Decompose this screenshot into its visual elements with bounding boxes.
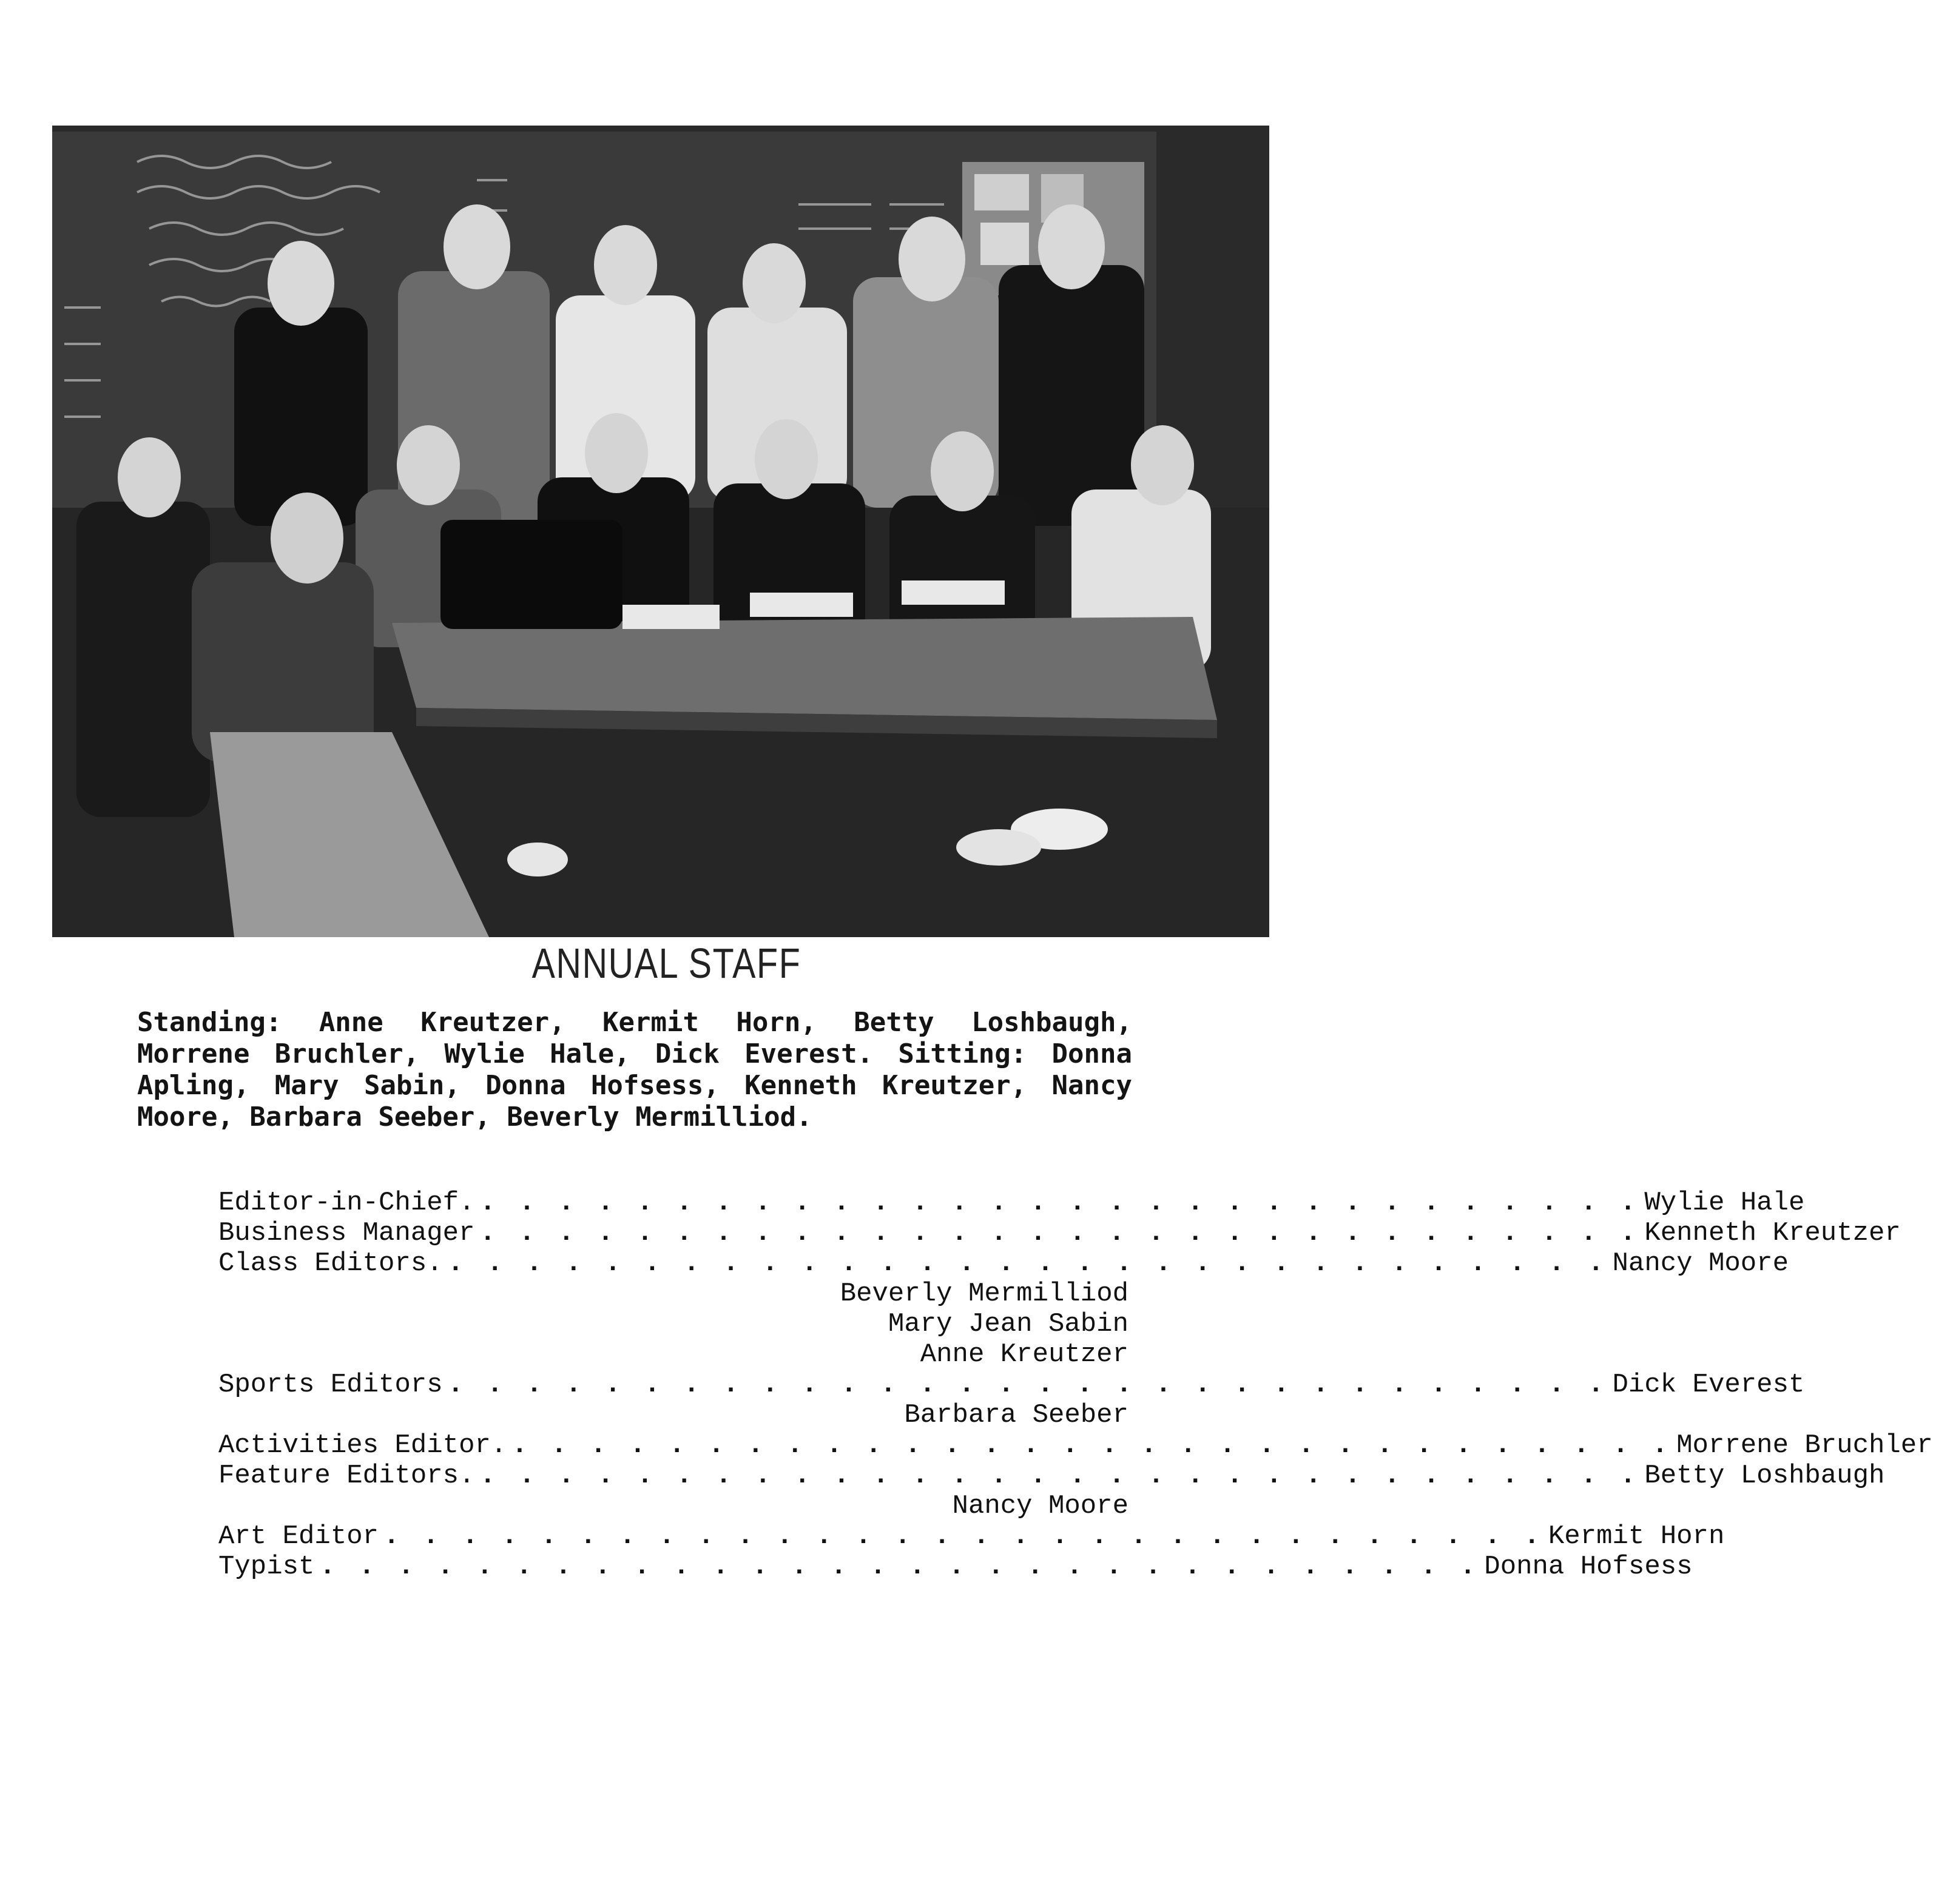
roster-row: [218, 1461, 1885, 1491]
roster-name: Mary Jean Sabin: [888, 1309, 1128, 1339]
roster-name: Morrene Bruchler: [1676, 1430, 1933, 1461]
leader-dots: . . . . . . . . . . . . . . . . . . . . . . . . . . . . . .: [479, 1461, 1640, 1491]
leader-dots: . . . . . . . . . . . . . . . . . . . . . . . . . . . . . .: [479, 1188, 1640, 1218]
roster-name: Anne Kreutzer: [920, 1339, 1128, 1370]
roster-row: [218, 1248, 1789, 1279]
roster-row: [218, 1552, 1693, 1582]
staff-roster: [218, 1188, 1933, 1582]
roster-role: Typist: [218, 1552, 315, 1582]
roster-role: Sports Editors: [218, 1370, 443, 1400]
roster-row: [218, 1370, 1805, 1400]
roster-name: Nancy Moore: [952, 1491, 1128, 1521]
roster-name: Donna Hofsess: [1484, 1552, 1693, 1582]
leader-dots: . . . . . . . . . . . . . . . . . . . . . . . . . . . . . .: [447, 1248, 1608, 1279]
photo-caption: ANNUAL STAFF: [531, 940, 801, 987]
roster-name: Beverly Mermilliod: [840, 1279, 1128, 1309]
staff-photograph-art: [52, 126, 1269, 937]
roster-row: [218, 1521, 1725, 1552]
leader-dots: . . . . . . . . . . . . . . . . . . . . . . . . . . . . . .: [383, 1521, 1543, 1552]
staff-names-paragraph: Standing: Anne Kreutzer, Kermit Horn, Betty Loshbaugh, Morrene Bruchler, Wylie Hale, Dick Everest. Sitting: Donna Apling, Mary Sabin, Donna Hofsess, Kenneth Kreutzer, Nancy Moore, Barbara Seeber, Beverly Mermilliod.: [137, 1007, 1132, 1132]
leader-dots: . . . . . . . . . . . . . . . . . . . . . . . . . . . . . .: [447, 1370, 1608, 1400]
roster-continuation: [218, 1309, 1128, 1339]
roster-role: Art Editor: [218, 1521, 379, 1552]
roster-continuation: [218, 1279, 1128, 1309]
roster-continuation: [218, 1491, 1128, 1521]
roster-continuation: [218, 1400, 1128, 1430]
roster-row: [218, 1188, 1805, 1218]
roster-name: Dick Everest: [1612, 1370, 1805, 1400]
roster-name: Nancy Moore: [1612, 1248, 1789, 1279]
leader-dots: . . . . . . . . . . . . . . . . . . . . . . . . . . . . . .: [319, 1552, 1480, 1582]
roster-role: Editor-in-Chief.: [218, 1188, 475, 1218]
roster-role: Activities Editor.: [218, 1430, 507, 1461]
roster-name: Barbara Seeber: [904, 1400, 1128, 1430]
roster-name: Kenneth Kreutzer: [1644, 1218, 1901, 1248]
roster-row: [218, 1218, 1901, 1248]
roster-name: Wylie Hale: [1644, 1188, 1805, 1218]
staff-photograph: [52, 126, 1269, 937]
roster-name: Kermit Horn: [1548, 1521, 1725, 1552]
roster-role: Business Manager: [218, 1218, 475, 1248]
roster-name: Betty Loshbaugh: [1644, 1461, 1885, 1491]
roster-role: Class Editors.: [218, 1248, 443, 1279]
roster-role: Feature Editors.: [218, 1461, 475, 1491]
leader-dots: . . . . . . . . . . . . . . . . . . . . . . . . . . . . . .: [511, 1430, 1672, 1461]
roster-row: [218, 1430, 1933, 1461]
roster-continuation: [218, 1339, 1128, 1370]
leader-dots: . . . . . . . . . . . . . . . . . . . . . . . . . . . . . .: [479, 1218, 1640, 1248]
